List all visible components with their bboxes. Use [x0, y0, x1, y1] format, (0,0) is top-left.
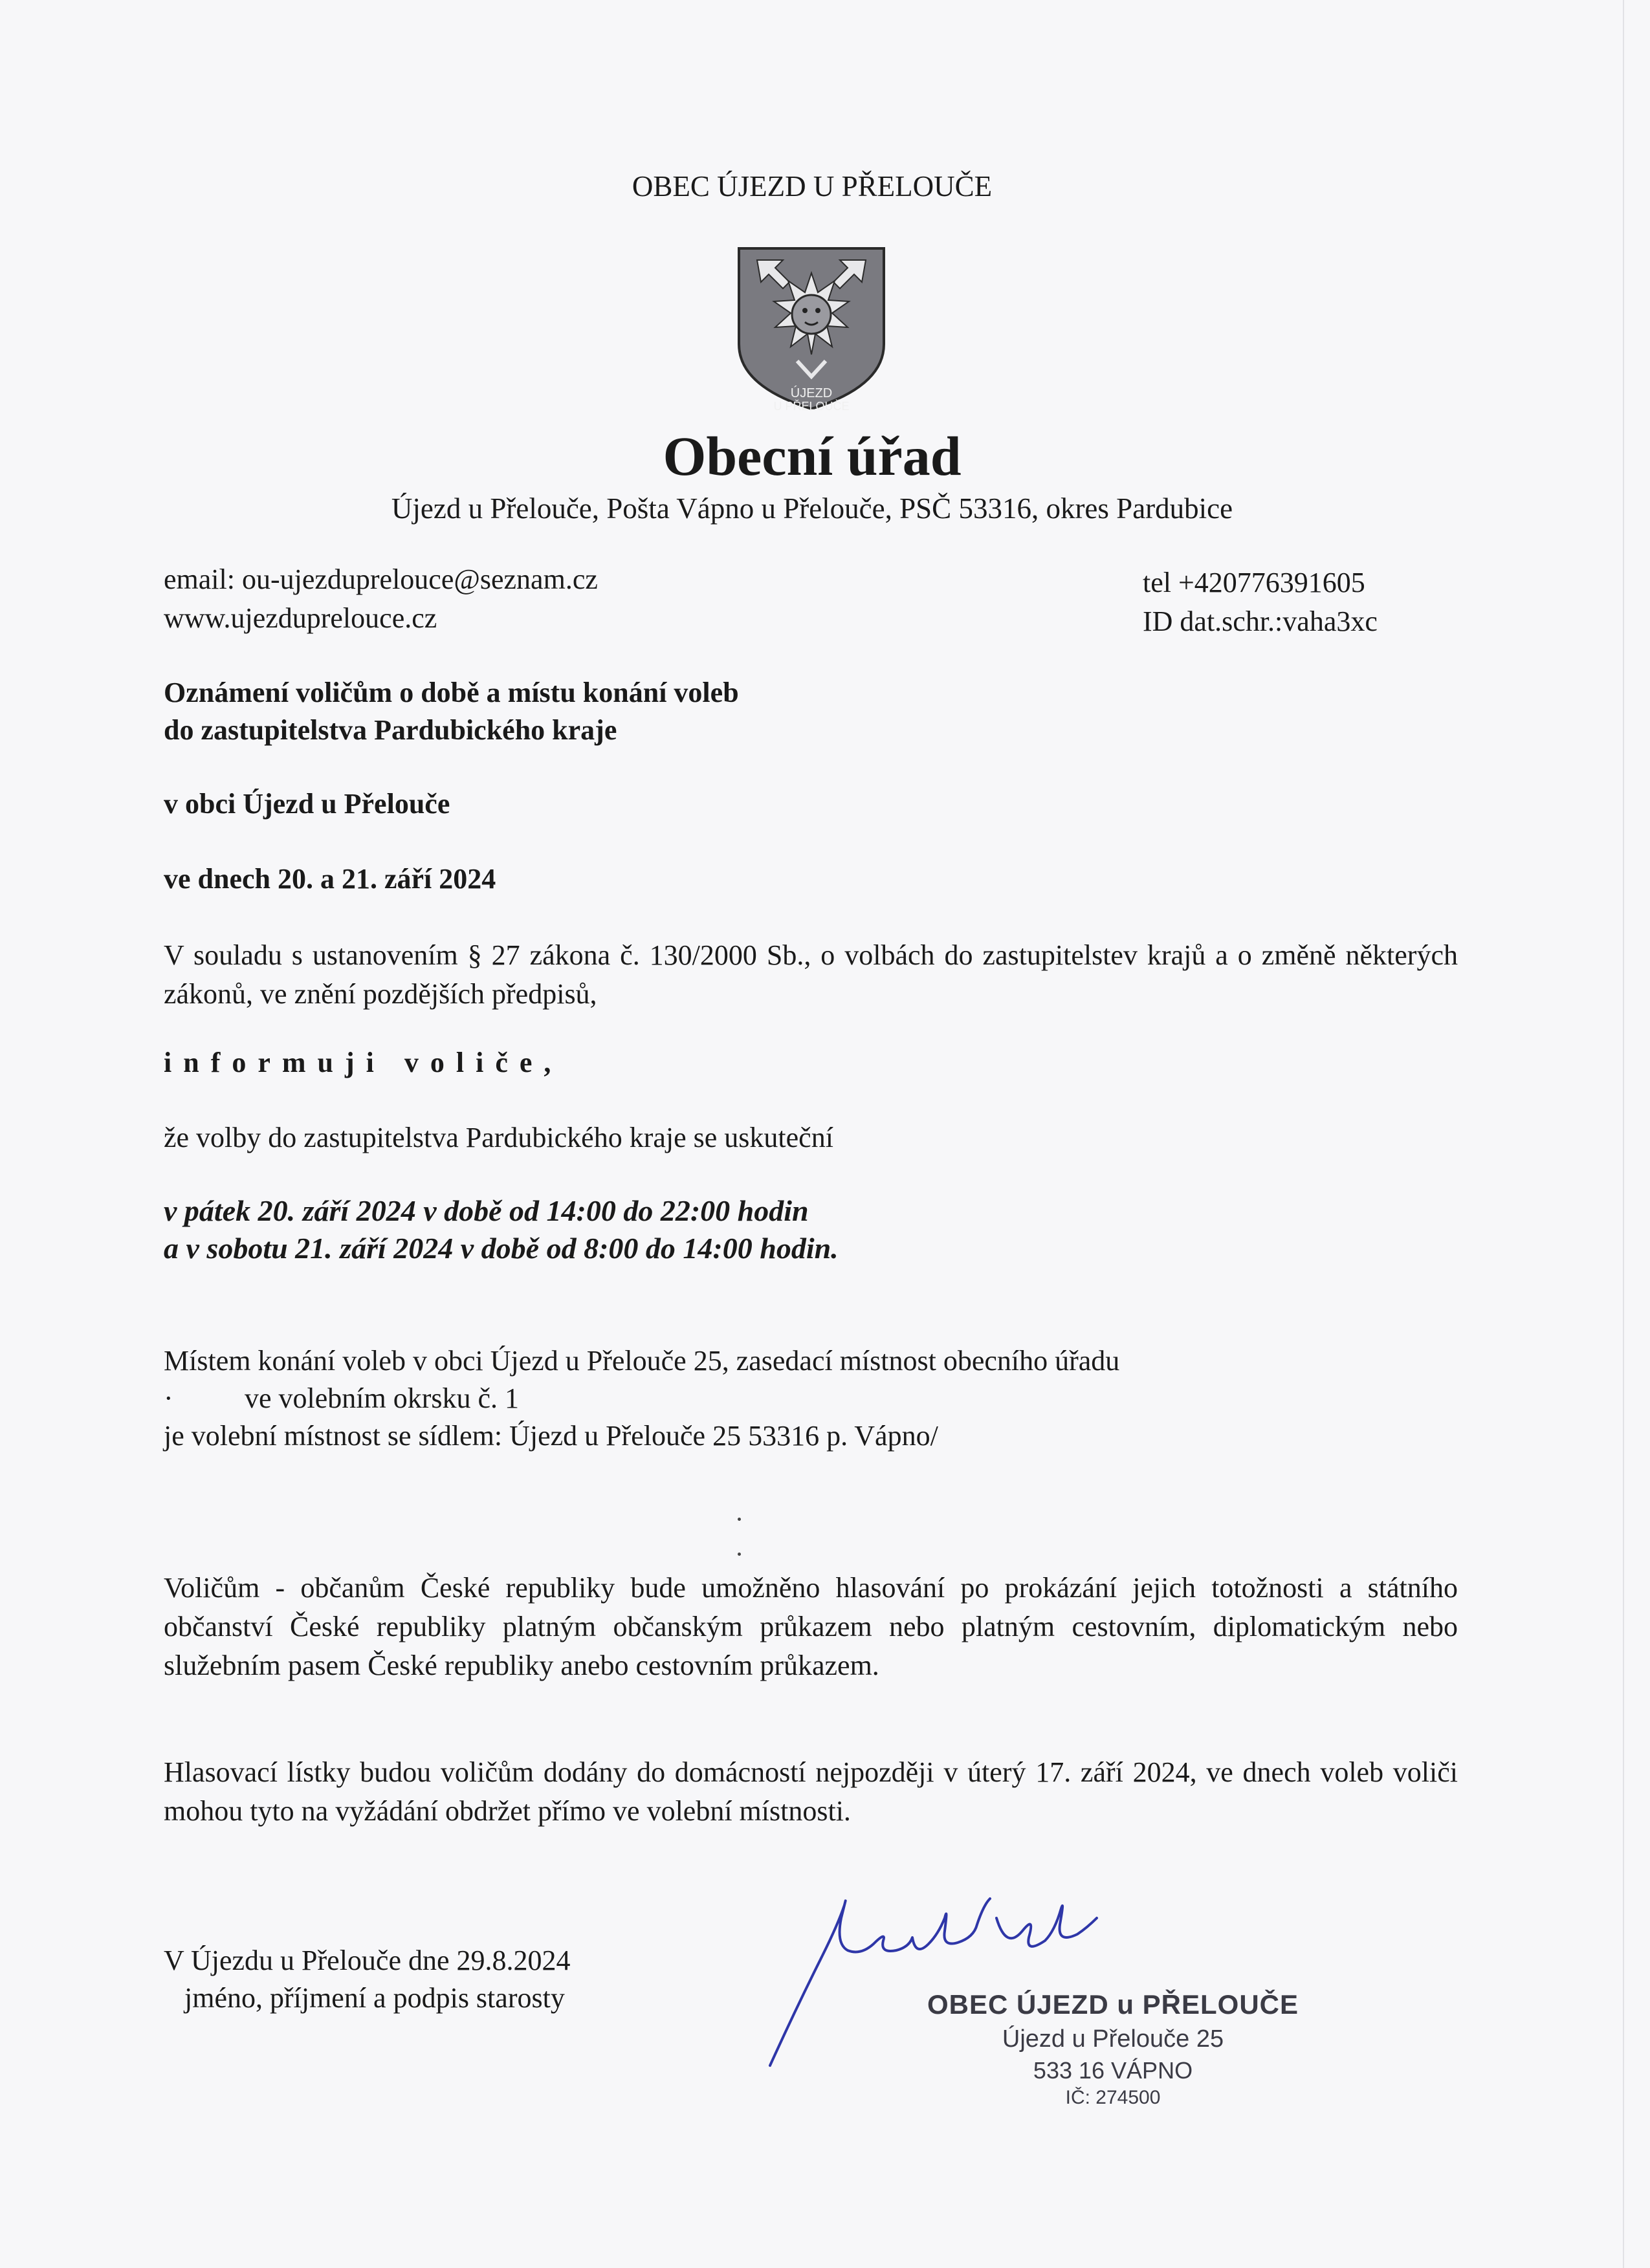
election-time-friday: v pátek 20. září 2024 v době od 14:00 do 22:00 hodin [164, 1194, 809, 1227]
elections-statement: že volby do zastupitelstva Pardubického kraje se uskuteční [164, 1122, 833, 1153]
phone-text: tel +420776391605 [1143, 567, 1365, 598]
municipality-line: v obci Újezd u Přelouče [164, 788, 450, 820]
stray-dot [738, 1518, 741, 1521]
notice-heading-line1: Oznámení voličům o době a místu konání voleb [164, 677, 739, 708]
stamp-line3: 533 16 VÁPNO [1033, 2057, 1193, 2084]
stamp-line2: Újezd u Přelouče 25 [1002, 2025, 1224, 2053]
stamp-line4: IČ: 274500 [1065, 2087, 1161, 2108]
stamp-line1: OBEC ÚJEZD u PŘELOUČE [927, 1989, 1299, 2020]
scan-edge [1623, 0, 1624, 2268]
databox-id-text: ID dat.schr.:vaha3xc [1143, 605, 1378, 637]
identity-paragraph: Voličům - občanům České republiky bude umožněno hlasování po prokázání jejich totožnosti a státního občanství České republiky platným občanským průkazem nebo platným cestovním, diplomatickým nebo služebním pasem České republiky anebo cestovním průkazem. [164, 1572, 1458, 1681]
election-time-saturday: a v sobotu 21. září 2024 v době od 8:00 do 14:00 hodin. [164, 1232, 839, 1265]
signature-caption: jméno, příjmení a podpis starosty [184, 1982, 565, 2014]
ballots-paragraph: Hlasovací lístky budou voličům dodány do domácností nejpozději v úterý 17. září 2024, ve dnech voleb voliči mohou tyto na vyžádání obdržet přímo ve volební místnosti. [164, 1756, 1458, 1827]
legal-basis-paragraph: V souladu s ustanovením § 27 zákona č. 130/2000 Sb., o volbách do zastupitelstev krajů a o změně některých zákonů, ve znění pozdějších předpisů, [164, 939, 1458, 1010]
list-bullet: · [164, 1382, 173, 1414]
polling-place-line1: Místem konání voleb v obci Újezd u Přelouče 25, zasedací místnost obecního úřadu [164, 1345, 1120, 1377]
notice-heading-line2: do zastupitelstva Pardubického kraje [164, 714, 617, 746]
svg-text:U PŘELOUČE: U PŘELOUČE [773, 400, 850, 413]
website-text: www.ujezduprelouce.cz [164, 602, 437, 634]
election-dates-line: ve dnech 20. a 21. září 2024 [164, 863, 496, 895]
polling-place-line3: je volební místnost se sídlem: Újezd u Přelouče 25 53316 p. Vápno/ [164, 1420, 938, 1452]
email-text: email: ou-ujezduprelouce@seznam.cz [164, 563, 598, 595]
inform-voters-line: informuji voliče, [164, 1047, 563, 1078]
stray-dot [738, 1553, 741, 1556]
official-stamp [919, 1989, 1307, 2109]
office-address: Újezd u Přelouče, Pošta Vápno u Přelouče, PSČ 53316, okres Pardubice [391, 492, 1233, 525]
polling-place-line2: ve volebním okrsku č. 1 [245, 1382, 520, 1414]
svg-text:ÚJEZD: ÚJEZD [790, 386, 833, 400]
place-and-date: V Újezdu u Přelouče dne 29.8.2024 [164, 1945, 571, 1976]
coat-of-arms-icon [738, 247, 885, 418]
municipality-heading: OBEC ÚJEZD U PŘELOUČE [632, 170, 993, 202]
office-title: Obecní úřad [663, 425, 962, 487]
